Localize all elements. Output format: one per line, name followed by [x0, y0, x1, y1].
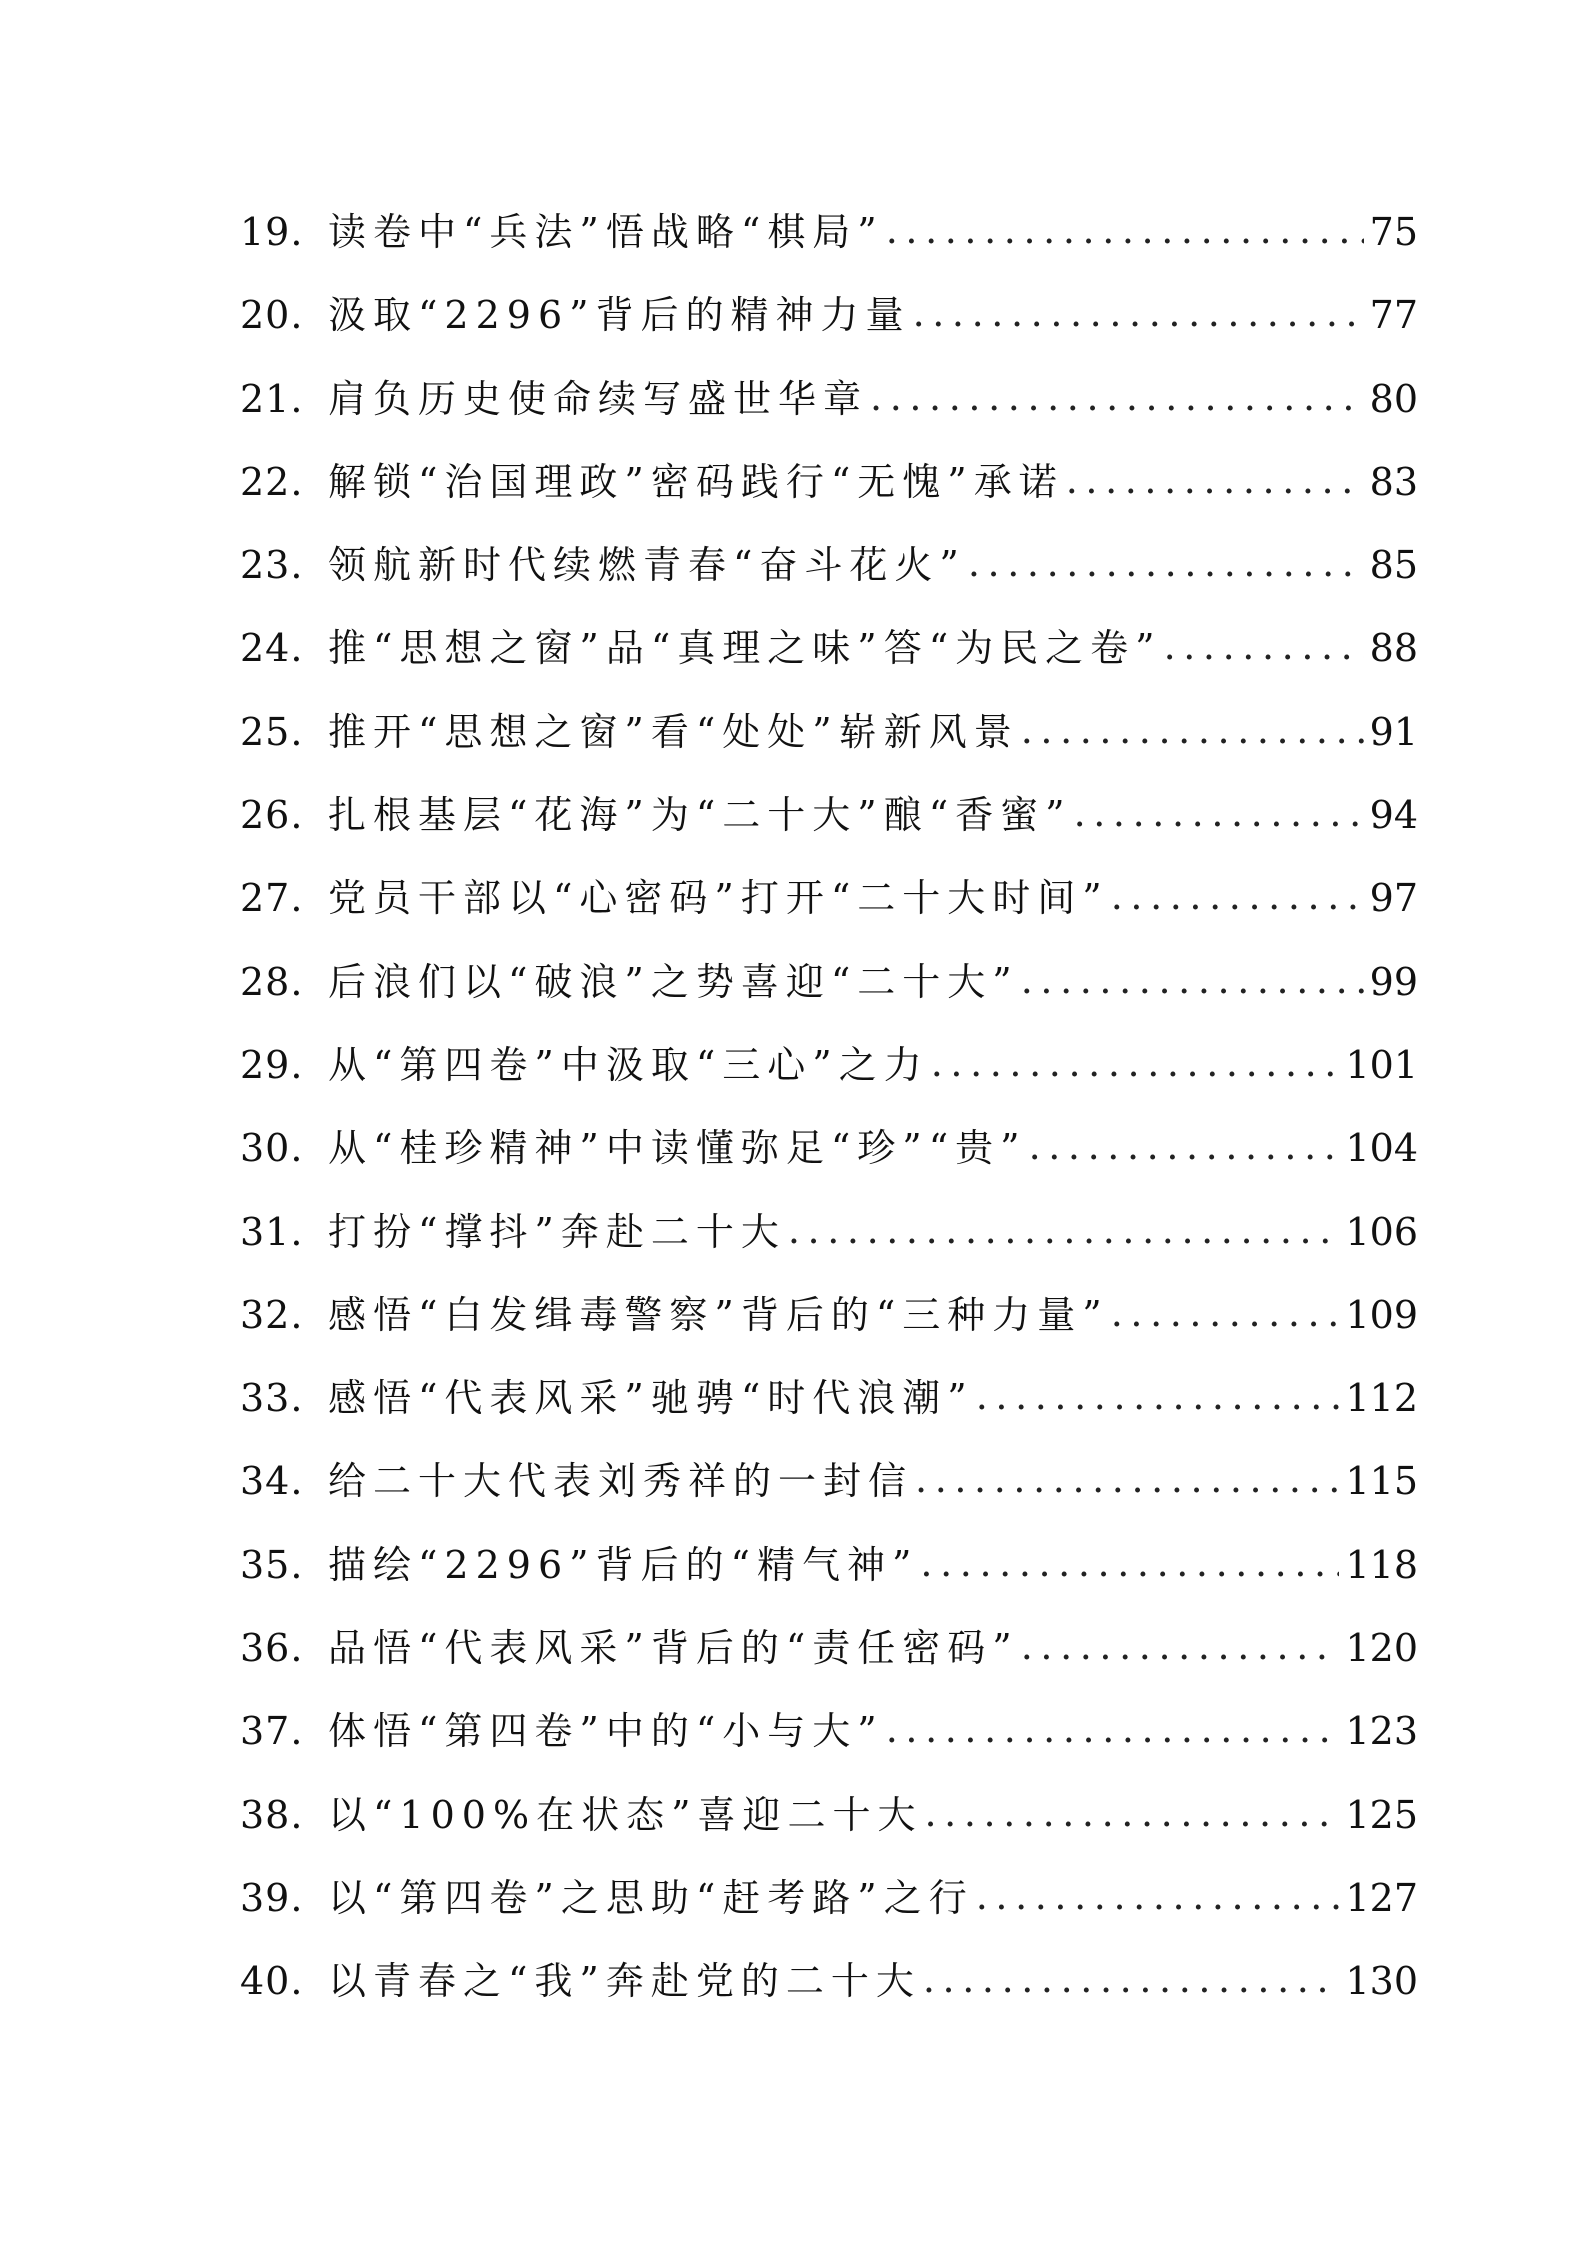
table-of-contents: [240, 202, 1418, 2035]
dot-leader: [915, 1449, 1339, 1509]
toc-entry-title: 体悟“第四卷”中的“小与大”: [328, 1709, 884, 1754]
toc-entry-number: 30.: [240, 1126, 304, 1171]
toc-entry-number: 35.: [240, 1542, 304, 1587]
toc-entry[interactable]: [240, 1618, 1418, 1701]
toc-entry-title: 领航新时代续燃青春“奋斗花火”: [328, 543, 966, 588]
dot-leader: [976, 1366, 1340, 1426]
toc-entry-title: 从“桂珍精神”中读懂弥足“珍”“贵”: [328, 1126, 1027, 1171]
toc-entry-page-number: 75: [1369, 210, 1418, 254]
toc-entry-number: 22.: [240, 459, 304, 504]
toc-entry[interactable]: [240, 1868, 1418, 1951]
toc-entry-number: 39.: [240, 1875, 304, 1920]
toc-entry[interactable]: [240, 1701, 1418, 1784]
toc-entry-number: 27.: [240, 876, 304, 921]
toc-entry-page-number: 91: [1369, 709, 1418, 754]
toc-entry-number: 29.: [240, 1042, 304, 1087]
toc-entry-title: 感悟“白发缉毒警察”背后的“三种力量”: [328, 1292, 1109, 1337]
toc-entry-number: 24.: [240, 626, 304, 671]
toc-entry-number: 33.: [240, 1376, 304, 1421]
dot-leader: [976, 1866, 1340, 1926]
toc-entry-number: 28.: [240, 959, 304, 1004]
toc-entry-page-number: 123: [1345, 1709, 1418, 1754]
toc-entry[interactable]: [240, 1368, 1418, 1451]
toc-entry[interactable]: [240, 868, 1418, 951]
toc-entry[interactable]: [240, 285, 1418, 368]
toc-entry-page-number: 101: [1345, 1042, 1418, 1087]
toc-entry-page-number: 125: [1345, 1792, 1418, 1837]
toc-entry-page-number: 77: [1369, 293, 1418, 338]
toc-entry-number: 20.: [240, 293, 304, 338]
toc-entry-title: 党员干部以“心密码”打开“二十大时间”: [328, 876, 1109, 921]
toc-entry[interactable]: [240, 1951, 1418, 2034]
toc-entry[interactable]: [240, 452, 1418, 535]
toc-entry-page-number: 88: [1369, 626, 1418, 671]
toc-entry-title: 推开“思想之窗”看“处处”崭新风景: [328, 709, 1019, 754]
dot-leader: [788, 1200, 1340, 1260]
toc-entry-title: 从“第四卷”中汲取“三心”之力: [328, 1042, 929, 1087]
dot-leader: [1074, 783, 1364, 843]
toc-entry-page-number: 118: [1345, 1542, 1418, 1587]
toc-entry-number: 23.: [240, 543, 304, 588]
toc-entry-number: 25.: [240, 709, 304, 754]
dot-leader: [1021, 950, 1364, 1010]
toc-entry[interactable]: [240, 618, 1418, 701]
toc-entry[interactable]: [240, 1202, 1418, 1285]
dot-leader: [1164, 616, 1364, 676]
toc-entry-page-number: 127: [1345, 1875, 1418, 1920]
toc-entry-number: 40.: [240, 1959, 304, 2004]
toc-entry-number: 37.: [240, 1709, 304, 1754]
toc-entry-title: 打扮“撑抖”奔赴二十大: [328, 1209, 786, 1254]
toc-entry-page-number: 106: [1345, 1209, 1418, 1254]
dot-leader: [1021, 700, 1364, 760]
toc-entry-page-number: 94: [1369, 793, 1418, 838]
toc-entry[interactable]: [240, 369, 1418, 452]
toc-entry-page-number: 97: [1369, 876, 1418, 921]
toc-entry[interactable]: [240, 785, 1418, 868]
toc-entry-number: 34.: [240, 1459, 304, 1504]
toc-entry-title: 以“100%在状态”喜迎二十大: [328, 1792, 923, 1837]
toc-entry-title: 推“思想之窗”品“真理之味”答“为民之卷”: [328, 626, 1162, 671]
dot-leader: [1111, 866, 1364, 926]
toc-entry[interactable]: [240, 1451, 1418, 1534]
toc-entry-page-number: 83: [1369, 459, 1418, 504]
toc-entry[interactable]: [240, 202, 1418, 285]
dot-leader: [886, 200, 1364, 260]
dot-leader: [1066, 450, 1364, 510]
toc-entry-number: 31.: [240, 1209, 304, 1254]
toc-entry[interactable]: [240, 535, 1418, 618]
dot-leader: [968, 533, 1364, 593]
toc-entry-title: 扎根基层“花海”为“二十大”酿“香蜜”: [328, 793, 1072, 838]
toc-entry[interactable]: [240, 1118, 1418, 1201]
toc-entry-title: 读卷中“兵法”悟战略“棋局”: [328, 210, 884, 254]
toc-entry-page-number: 99: [1369, 959, 1418, 1004]
toc-entry-title: 感悟“代表风采”驰骋“时代浪潮”: [328, 1376, 974, 1421]
dot-leader: [913, 283, 1364, 343]
toc-entry-page-number: 85: [1369, 543, 1418, 588]
toc-entry-page-number: 130: [1345, 1959, 1418, 2004]
toc-entry-title: 后浪们以“破浪”之势喜迎“二十大”: [328, 959, 1019, 1004]
toc-entry-title: 肩负历史使命续写盛世华章: [328, 376, 869, 421]
dot-leader: [1111, 1283, 1340, 1343]
toc-entry-title: 给二十大代表刘秀祥的一封信: [328, 1459, 914, 1504]
toc-entry-title: 汲取“2296”背后的精神力量: [328, 293, 911, 338]
toc-entry[interactable]: [240, 1285, 1418, 1368]
toc-entry-number: 26.: [240, 793, 304, 838]
toc-entry-page-number: 115: [1345, 1459, 1418, 1504]
dot-leader: [920, 1533, 1339, 1593]
dot-leader: [925, 1783, 1340, 1843]
dot-leader: [923, 1949, 1340, 2009]
toc-entry-number: 32.: [240, 1292, 304, 1337]
toc-entry-title: 以“第四卷”之思助“赶考路”之行: [328, 1875, 974, 1920]
toc-entry-number: 36.: [240, 1626, 304, 1671]
toc-entry[interactable]: [240, 702, 1418, 785]
toc-entry[interactable]: [240, 1035, 1418, 1118]
dot-leader: [886, 1699, 1340, 1759]
toc-entry-page-number: 120: [1345, 1626, 1418, 1671]
toc-entry-title: 解锁“治国理政”密码践行“无愧”承诺: [328, 459, 1064, 504]
toc-entry-title: 描绘“2296”背后的“精气神”: [328, 1542, 919, 1587]
dot-leader: [931, 1033, 1340, 1093]
toc-entry-page-number: 104: [1345, 1126, 1418, 1171]
toc-entry-page-number: 80: [1369, 376, 1418, 421]
toc-entry-page-number: 109: [1345, 1292, 1418, 1337]
dot-leader: [870, 367, 1364, 427]
dot-leader: [1029, 1116, 1340, 1176]
toc-entry[interactable]: [240, 1535, 1418, 1618]
toc-entry-page-number: 112: [1345, 1376, 1418, 1421]
toc-entry-title: 品悟“代表风采”背后的“责任密码”: [328, 1626, 1019, 1671]
toc-entry-number: 19.: [240, 210, 304, 254]
toc-entry-title: 以青春之“我”奔赴党的二十大: [328, 1959, 921, 2004]
toc-entry-number: 21.: [240, 376, 304, 421]
dot-leader: [1021, 1616, 1340, 1676]
toc-entry[interactable]: [240, 1785, 1418, 1868]
toc-entry-number: 38.: [240, 1792, 304, 1837]
toc-entry[interactable]: [240, 952, 1418, 1035]
